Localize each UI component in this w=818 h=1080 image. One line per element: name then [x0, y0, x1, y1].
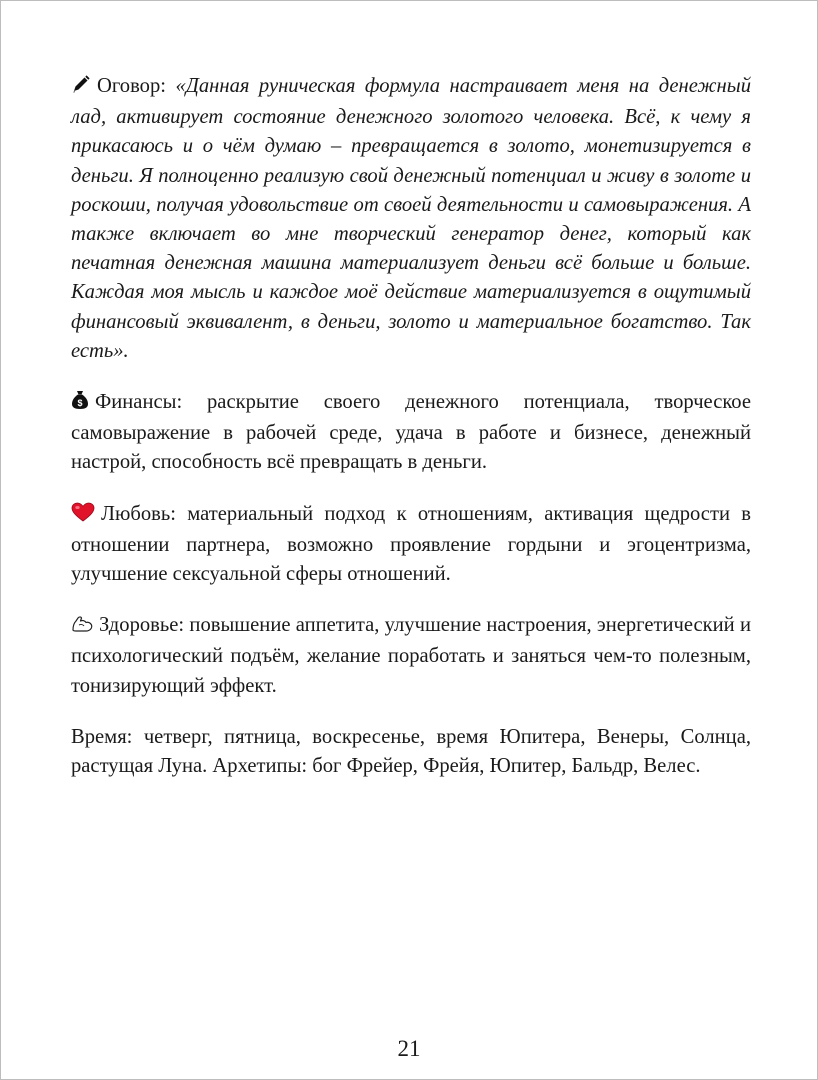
incantation-label: Оговор: — [97, 75, 176, 97]
money-bag-icon — [71, 390, 89, 419]
love-paragraph — [71, 500, 751, 590]
incantation-paragraph — [71, 72, 751, 366]
finance-text: Финансы: раскрытие своего денежного потенциала, творческое самовыражение в рабочей среде, удача в работе и бизнесе, денежный настрой, способность всё превращать в деньги. — [71, 391, 751, 474]
time-paragraph — [71, 723, 751, 781]
page-content — [71, 72, 751, 781]
health-text: Здоровье: повышение аппетита, улучшение настроения, энергетический и психологический подъём, желание поработать и заняться чем-то полезным, тонизирующий эффект. — [71, 614, 751, 697]
heart-icon — [71, 502, 95, 531]
finance-paragraph — [71, 388, 751, 478]
time-text: Время: четверг, пятница, воскресенье, время Юпитера, Венеры, Солнца, растущая Луна. Архетипы: бог Фрейер, Фрейя, Юпитер, Бальдр, Велес. — [71, 725, 751, 778]
flexed-biceps-icon — [71, 613, 93, 642]
love-text: Любовь: материальный подход к отношениям, активация щедрости в отношении партнера, возможно проявление гордыни и эгоцентризма, улучшение сексуальной сферы отношений. — [71, 502, 751, 586]
incantation-text: «Данная руническая формула настраивает меня на денежный лад, активирует состояние денежного золотого человека. Всё, к чему я прикасаюсь и о чём думаю – превращается в золото, монетизируется в деньги. Я полноценно реализую свой денежный потенциал и живу в золоте и роскоши, получая удовольствие от своей деятельности и самовыражения. А также включает во мне творческий генератор денег, который как печатная денежная машина материализует деньги всё больше и больше. Каждая моя мысль и каждое моё действие материализуется в ощутимый финансовый эквивалент, в деньги, золото и материальное богатство. Так есть». — [71, 75, 751, 362]
page-number: 21 — [397, 1036, 421, 1061]
health-paragraph — [71, 611, 751, 701]
pencil-icon — [71, 74, 91, 103]
svg-text:$: $ — [77, 398, 83, 409]
